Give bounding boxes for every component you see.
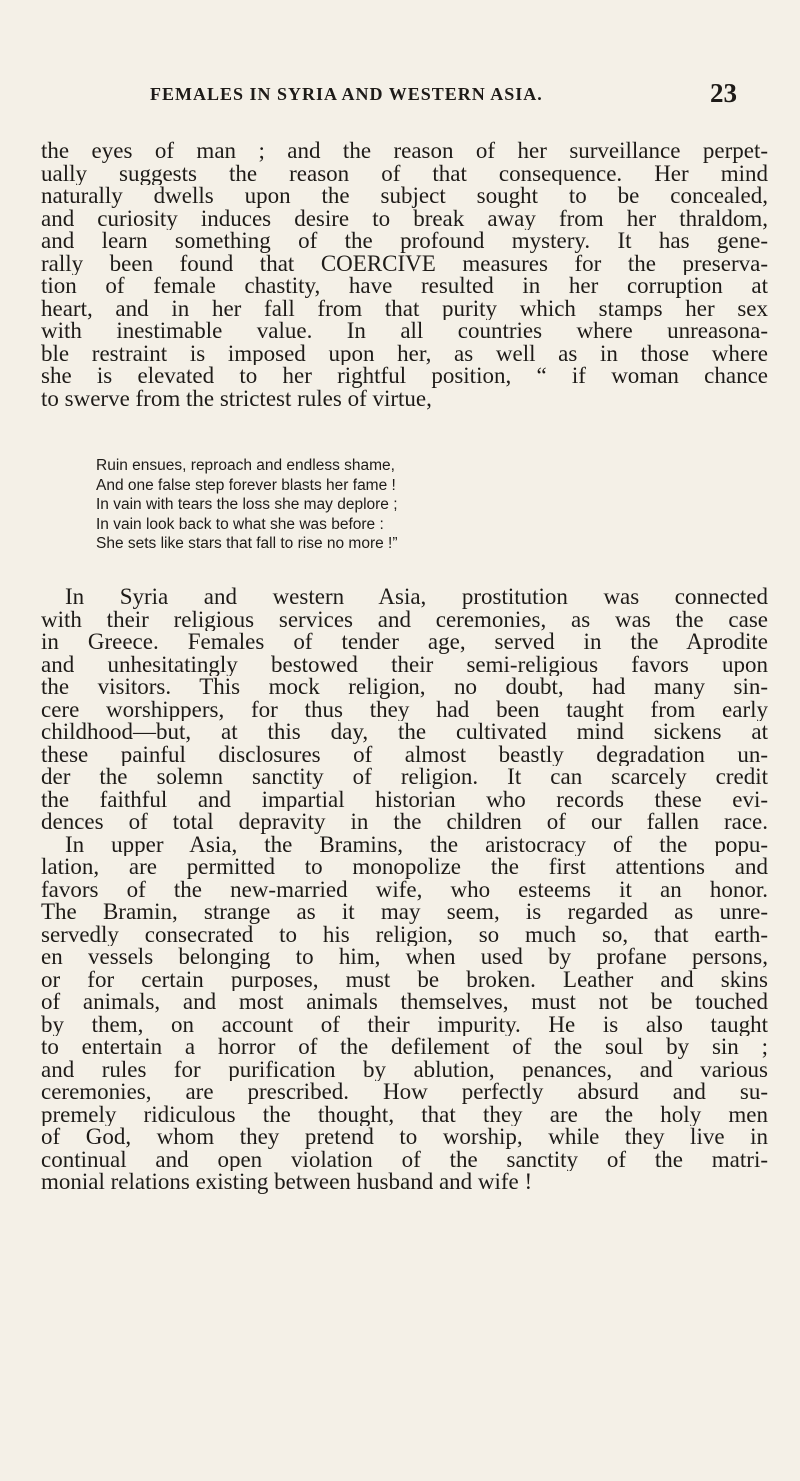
text-line: premely ridiculous the thought, that they are the holy men (41, 1103, 768, 1126)
text-line: childhood—but, at this day, the cultivated mind sickens at (41, 721, 768, 744)
text-line: servedly consecrated to his religion, so much so, that earth- (41, 923, 768, 946)
page-number: 23 (710, 78, 737, 108)
text-line: or for certain purposes, must be broken. Leather and skins (41, 968, 768, 991)
text-line: by them, on account of their impurity. He is also taught (41, 1013, 768, 1036)
text-line: and unhesitatingly bestowed their semi-religious favors upon (41, 653, 768, 676)
text-line: rally been found that COERCIVE measures for the preserva- (41, 252, 768, 275)
text-line: naturally dwells upon the subject sought to be concealed, (41, 185, 768, 208)
text-line: lation, are permitted to monopolize the first attentions and (41, 856, 768, 879)
running-head (0, 78, 800, 114)
running-title: FEMALES IN SYRIA AND WESTERN ASIA. (150, 84, 543, 104)
text-line: these painful disclosures of almost beastly degradation un- (41, 743, 768, 766)
text-line: with their religious services and ceremonies, as was the case (41, 608, 768, 631)
text-line: cere worshippers, for thus they had been taught from early (41, 698, 768, 721)
text-line: of God, whom they pretend to worship, while they live in (41, 1126, 768, 1149)
text-line: and curiosity induces desire to break away from her thraldom, (41, 207, 768, 230)
text-line: dences of total depravity in the children of our fallen race. (41, 811, 768, 834)
paragraph-1 (41, 140, 768, 410)
text-line: to entertain a horror of the defilement of the soul by sin ; (41, 1036, 768, 1059)
text-line: ceremonies, are prescribed. How perfectly absurd and su- (41, 1081, 768, 1104)
text-line: monial relations existing between husband and wife ! (41, 1171, 533, 1194)
text-line: heart, and in her fall from that purity which stamps her sex (41, 297, 768, 320)
verse-line: And one false step forever blasts her fame ! (96, 476, 396, 494)
text-line: the visitors. This mock religion, no doubt, had many sin- (41, 676, 768, 699)
text-line: and learn something of the profound mystery. It has gene- (41, 230, 768, 253)
verse-line: Ruin ensues, reproach and endless shame, (96, 457, 395, 474)
text-line: with inestimable value. In all countries where unreasona- (41, 320, 768, 343)
text-line: continual and open violation of the sanctity of the matri- (41, 1148, 768, 1171)
text-line: tion of female chastity, have resulted in her corruption at (41, 275, 768, 298)
text-line: ble restraint is imposed upon her, as well as in those where (41, 342, 768, 365)
text-line: in Greece. Females of tender age, served in the Aprodite (41, 631, 768, 654)
text-line: In upper Asia, the Bramins, the aristocracy of the popu- (65, 833, 768, 856)
text-line: favors of the new-married wife, who esteems it an honor. (41, 878, 768, 901)
verse-quotation (96, 456, 736, 554)
text-line: en vessels belonging to him, when used by profane persons, (41, 946, 768, 969)
text-line: In Syria and western Asia, prostitution was connected (65, 586, 768, 609)
text-line: the faithful and impartial historian who records these evi- (41, 788, 768, 811)
text-line: she is elevated to her rightful position, “ if woman chance (41, 365, 768, 388)
verse-line: She sets like stars that fall to rise no more !” (96, 535, 398, 552)
text-line: and rules for purification by ablution, penances, and various (41, 1058, 768, 1081)
text-line: ually suggests the reason of that consequence. Her mind (41, 162, 768, 185)
text-line: of animals, and most animals themselves, must not be touched (41, 991, 768, 1014)
verse-line: In vain with tears the loss she may deplore ; (96, 496, 398, 513)
text-line: der the solemn sanctity of religion. It can scarcely credit (41, 766, 768, 789)
text-line: The Bramin, strange as it may seem, is regarded as unre- (41, 901, 768, 924)
text-line: the eyes of man ; and the reason of her surveillance perpet- (41, 140, 768, 163)
paragraph-2 (41, 586, 768, 1194)
text-line: to swerve from the strictest rules of virtue, (41, 387, 432, 410)
verse-line: In vain look back to what she was before : (96, 515, 384, 533)
